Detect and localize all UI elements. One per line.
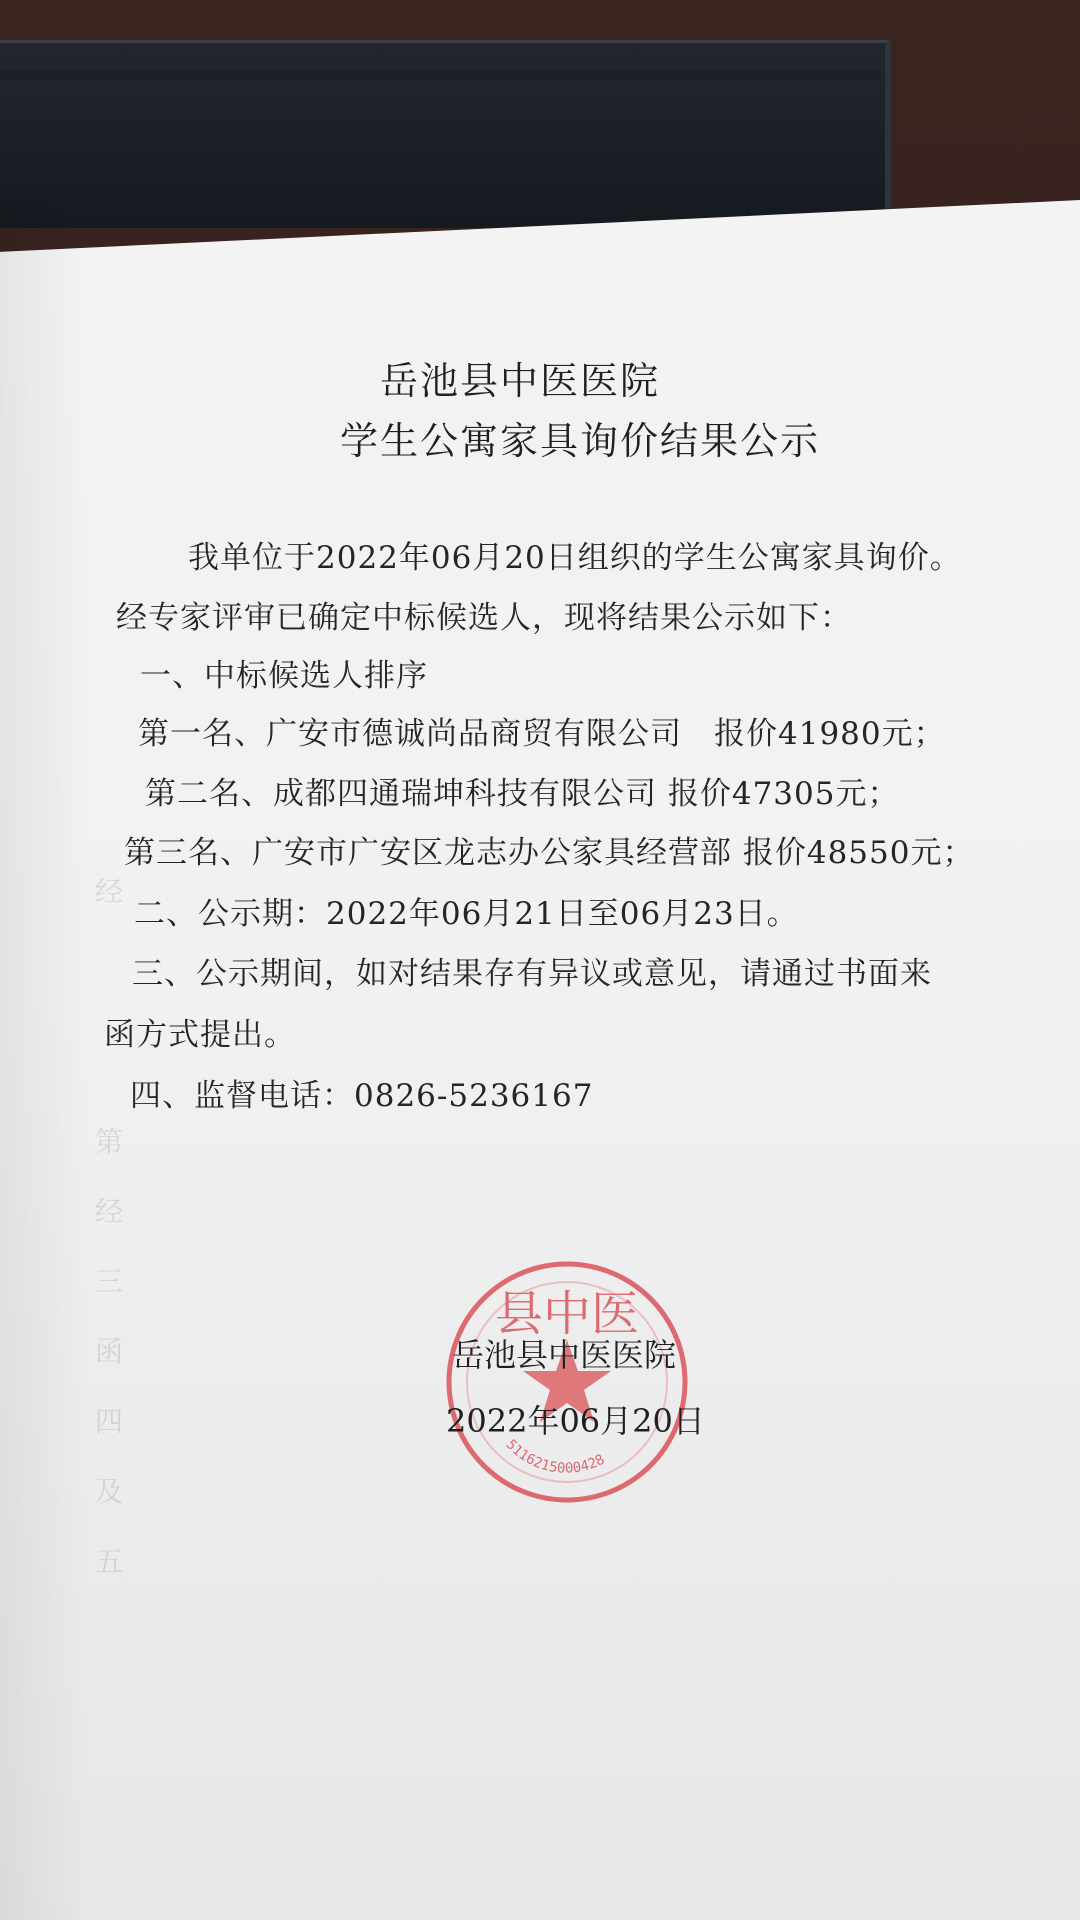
- intro-line-2: 经专家评审已确定中标候选人，现将结果公示如下：: [116, 600, 852, 636]
- section-4-phone: 四、监督电话：0826-5236167: [130, 1078, 594, 1114]
- bleed-through-mark: 经: [95, 875, 126, 908]
- section-3-line-2: 函方式提出。: [104, 1017, 296, 1053]
- bleed-through-mark: 及: [95, 1475, 126, 1508]
- ranking-item-1: 第一名、广安市德诚尚品商贸有限公司 报价41980元；: [138, 716, 946, 752]
- intro-line-1: 我单位于2022年06月20日组织的学生公寓家具询价。: [188, 540, 962, 576]
- official-seal: [443, 1258, 691, 1506]
- seal-number: 5116215000428: [502, 1436, 608, 1477]
- bleed-through-mark: 函: [95, 1335, 126, 1368]
- document-title-line-1: 岳池县中医医院: [380, 359, 661, 403]
- dark-folder: [0, 40, 891, 228]
- section-3-line-1: 三、公示期间，如对结果存有异议或意见，请通过书面来: [132, 956, 932, 992]
- section-2-publicity-period: 二、公示期：2022年06月21日至06月23日。: [134, 896, 799, 932]
- bleed-through-mark: 五: [95, 1545, 126, 1578]
- signature-date: 2022年06月20日: [446, 1402, 705, 1440]
- bleed-through-mark: 第: [95, 1125, 126, 1158]
- ranking-item-3: 第三名、广安市广安区龙志办公家具经营部 报价48550元；: [124, 835, 975, 871]
- document-title-line-2: 学生公寓家具询价结果公示: [340, 419, 821, 463]
- seal-top-text: 县中医: [494, 1286, 640, 1342]
- section-1-heading: 一、中标候选人排序: [140, 658, 428, 694]
- paper-shadow: [0, 200, 90, 1920]
- bleed-through-mark: 三: [95, 1265, 126, 1298]
- bleed-through-mark: 四: [95, 1405, 126, 1438]
- signature-organization: 岳池县中医医院: [452, 1336, 677, 1374]
- folder-edge: [0, 70, 880, 80]
- bleed-through-mark: 经: [95, 1195, 126, 1228]
- ranking-item-2: 第二名、成都四通瑞坤科技有限公司 报价47305元；: [145, 776, 900, 812]
